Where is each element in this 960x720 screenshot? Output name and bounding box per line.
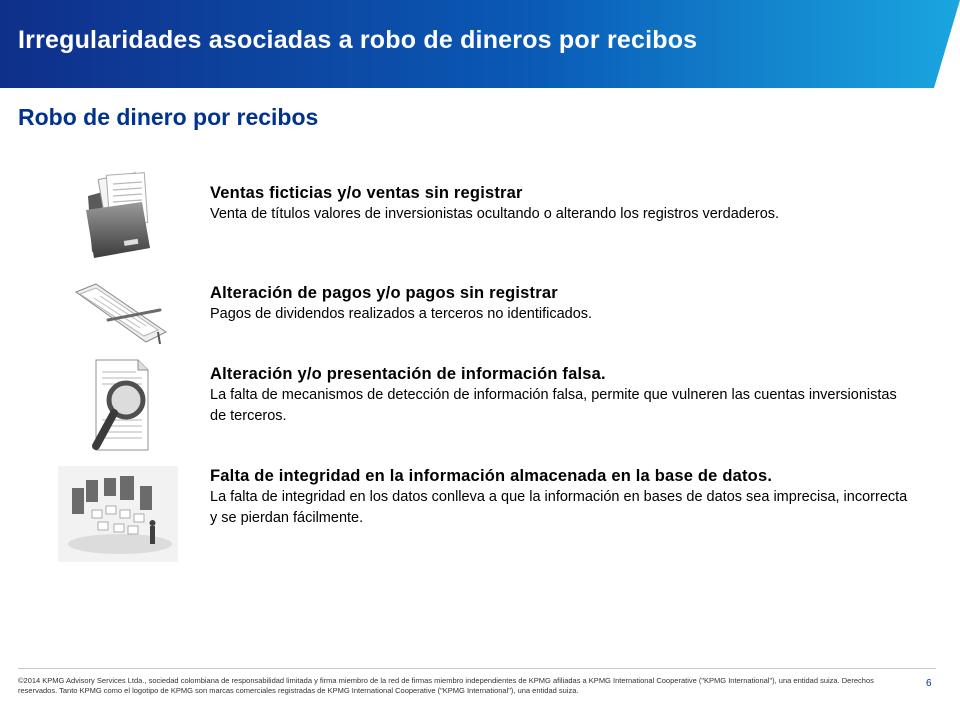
item-title: Alteración de pagos y/o pagos sin registrar [210,284,558,302]
footer-legal-text: ©2014 KPMG Advisory Services Ltda., sociedad colombiana de responsabilidad limitada y firma miembro de la red de firmas miembro independientes de KPMG afiliadas a KPMG International Cooperative ("KPMG International"), una entidad suiza. Derechos reservados. Tanto KPMG como el logotipo de KPMG son marcas comerciales registradas de KPMG International Cooperative ("KPMG International"), una entidad suiza. [18,676,874,695]
slide-title: Irregularidades asociadas a robo de dineros por recibos [18,26,698,54]
list-item [210,466,910,529]
footer-divider [18,668,936,669]
list-item [210,183,910,225]
list-item [210,364,910,427]
list-item [210,283,910,325]
header-band [0,0,960,88]
database-blocks-icon [58,466,178,562]
item-title: Ventas ficticias y/o ventas sin registrar [210,184,523,202]
folder-documents-icon [80,170,160,260]
item-body: La falta de integridad en los datos conlleva a que la información en bases de datos sea imprecisa, incorrecta y se pierdan fácilmente. [210,489,908,526]
item-body: Venta de títulos valores de inversionistas ocultando o alterando los registros verdaderos. [210,206,780,222]
clipboard-pen-icon [70,282,170,346]
item-title: Alteración y/o presentación de información falsa. [210,365,606,383]
section-title: Robo de dinero por recibos [18,104,319,130]
item-body: La falta de mecanismos de detección de información falsa, permite que vulneren las cuentas inversionistas de terceros. [210,387,897,424]
magnifier-document-icon [86,356,156,456]
item-title: Falta de integridad en la información almacenada en la base de datos. [210,467,773,485]
item-body: Pagos de dividendos realizados a terceros no identificados. [210,306,593,322]
page-number: 6 [926,678,932,689]
